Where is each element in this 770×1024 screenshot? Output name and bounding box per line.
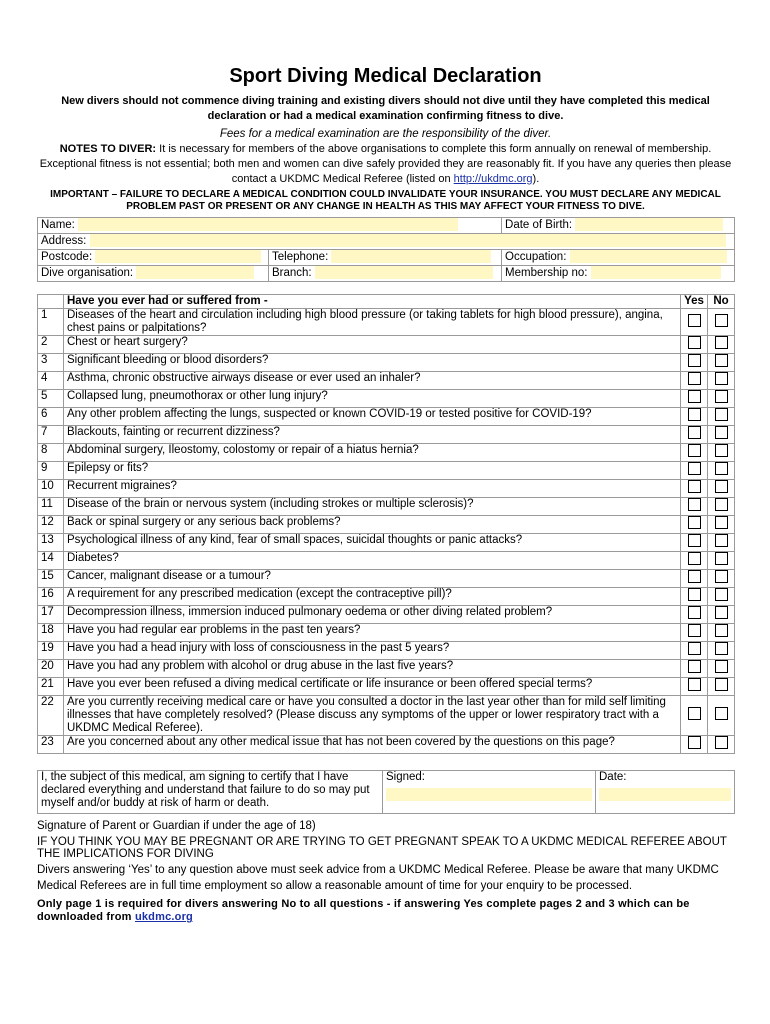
name-cell xyxy=(38,218,502,234)
yes-cell xyxy=(681,606,708,624)
name-label: Name: xyxy=(41,219,75,231)
yes-checkbox[interactable] xyxy=(688,678,701,691)
certify-cell: I, the subject of this medical, am signing to certify that I have declared everything and understand that failure to do so may put myself and/or buddy at risk of harm or death. xyxy=(38,771,383,814)
yes-checkbox[interactable] xyxy=(688,336,701,349)
telephone-input[interactable] xyxy=(331,250,491,263)
no-cell xyxy=(708,624,735,642)
membership-cell xyxy=(502,266,735,282)
yes-checkbox[interactable] xyxy=(688,588,701,601)
question-row xyxy=(38,462,735,480)
yes-checkbox[interactable] xyxy=(688,534,701,547)
question-text: Asthma, chronic obstructive airways disease or ever used an inhaler? xyxy=(64,372,681,390)
yes-cell xyxy=(681,336,708,354)
medical-questions-table xyxy=(37,294,735,754)
pregnancy-warning: IF YOU THINK YOU MAY BE PREGNANT OR ARE TRYING TO GET PREGNANT SPEAK TO A UKDMC MEDICAL REFEREE ABOUT THE IMPLICATIONS FOR DIVING xyxy=(37,836,727,860)
ukdmc-link[interactable]: http://ukdmc.org xyxy=(453,173,533,185)
postcode-input[interactable] xyxy=(95,250,261,263)
question-number: 9 xyxy=(38,462,64,480)
yes-cell xyxy=(681,642,708,660)
yes-cell xyxy=(681,516,708,534)
medical-declaration-form xyxy=(37,0,734,924)
yes-checkbox[interactable] xyxy=(688,408,701,421)
question-number: 21 xyxy=(38,678,64,696)
address-cell xyxy=(38,234,735,250)
no-checkbox[interactable] xyxy=(715,498,728,511)
yes-cell xyxy=(681,534,708,552)
dob-label: Date of Birth: xyxy=(505,219,573,231)
question-row xyxy=(38,426,735,444)
telephone-label: Telephone: xyxy=(272,251,329,263)
question-row xyxy=(38,498,735,516)
no-checkbox[interactable] xyxy=(715,570,728,583)
question-row xyxy=(38,390,735,408)
occupation-input[interactable] xyxy=(570,250,727,263)
no-cell xyxy=(708,354,735,372)
no-cell xyxy=(708,309,735,336)
question-text: Back or spinal surgery or any serious back problems? xyxy=(64,516,681,534)
no-cell xyxy=(708,444,735,462)
questions-header: Have you ever had or suffered from - xyxy=(64,295,681,309)
question-number: 17 xyxy=(38,606,64,624)
question-number: 18 xyxy=(38,624,64,642)
yes-checkbox[interactable] xyxy=(688,390,701,403)
dive-organisation-cell xyxy=(38,266,269,282)
question-text: Decompression illness, immersion induced pulmonary oedema or other diving related problem? xyxy=(64,606,681,624)
question-text: Collapsed lung, pneumothorax or other lung injury? xyxy=(64,390,681,408)
question-row xyxy=(38,696,735,736)
question-row xyxy=(38,372,735,390)
no-cell xyxy=(708,516,735,534)
yes-cell xyxy=(681,498,708,516)
dob-input[interactable] xyxy=(575,218,723,231)
no-cell xyxy=(708,606,735,624)
question-text: Blackouts, fainting or recurrent dizziness? xyxy=(64,426,681,444)
date-cell xyxy=(596,771,735,814)
no-cell xyxy=(708,498,735,516)
no-checkbox[interactable] xyxy=(715,314,728,327)
no-cell xyxy=(708,678,735,696)
question-row xyxy=(38,309,735,336)
yes-header: Yes xyxy=(681,295,708,309)
question-text: Have you had a head injury with loss of consciousness in the past 5 years? xyxy=(64,642,681,660)
yes-cell xyxy=(681,426,708,444)
signature-input[interactable] xyxy=(386,788,592,801)
question-text: Diabetes? xyxy=(64,552,681,570)
yes-cell xyxy=(681,552,708,570)
question-row xyxy=(38,570,735,588)
telephone-cell xyxy=(269,250,502,266)
question-text: Recurrent migraines? xyxy=(64,480,681,498)
yes-cell xyxy=(681,309,708,336)
signed-cell xyxy=(383,771,596,814)
yes-checkbox[interactable] xyxy=(688,570,701,583)
yes-checkbox[interactable] xyxy=(688,606,701,619)
question-text: Have you had any problem with alcohol or drug abuse in the last five years? xyxy=(64,660,681,678)
question-number: 14 xyxy=(38,552,64,570)
membership-label: Membership no: xyxy=(505,267,588,279)
membership-input[interactable] xyxy=(591,266,721,279)
yes-cell xyxy=(681,462,708,480)
question-text: Disease of the brain or nervous system (including strokes or multiple sclerosis)? xyxy=(64,498,681,516)
no-checkbox[interactable] xyxy=(715,336,728,349)
yes-cell xyxy=(681,480,708,498)
branch-label: Branch: xyxy=(272,267,312,279)
no-cell xyxy=(708,552,735,570)
no-checkbox[interactable] xyxy=(715,534,728,547)
no-cell xyxy=(708,336,735,354)
yes-cell xyxy=(681,570,708,588)
no-checkbox[interactable] xyxy=(715,606,728,619)
question-text: Are you currently receiving medical care or have you consulted a doctor in the last year other than for mild self limiting illnesses that have completely resolved? (Please discuss any symptoms of the upper or lower respiratory tract with a UKDMC Medical Referee). xyxy=(64,696,681,736)
no-checkbox[interactable] xyxy=(715,660,728,673)
no-checkbox[interactable] xyxy=(715,642,728,655)
notes-text: It is necessary for members of the above organisations to complete this form annually on renewal of membership. Exceptional fitness is not essential; both men and women can dive safely provided they are reasonably fit. If you have any queries then please contact a UKDMC Medical Referee (listed on xyxy=(39,143,732,185)
yes-checkbox[interactable] xyxy=(688,372,701,385)
notes-text-end: ). xyxy=(532,173,540,185)
question-row xyxy=(38,642,735,660)
dive-organisation-input[interactable] xyxy=(136,266,254,279)
question-row xyxy=(38,588,735,606)
yes-checkbox[interactable] xyxy=(688,444,701,457)
no-checkbox[interactable] xyxy=(715,426,728,439)
question-text: Epilepsy or fits? xyxy=(64,462,681,480)
no-checkbox[interactable] xyxy=(715,736,728,749)
no-checkbox[interactable] xyxy=(715,462,728,475)
no-checkbox[interactable] xyxy=(715,678,728,691)
intro-warning: New divers should not commence diving training and existing divers should not dive until they have completed this medical declaration or had a medical examination confirming fitness to dive. xyxy=(61,95,710,122)
yes-cell xyxy=(681,696,708,736)
no-cell xyxy=(708,390,735,408)
occupation-label: Occupation: xyxy=(505,251,567,263)
no-cell xyxy=(708,696,735,736)
yes-checkbox[interactable] xyxy=(688,736,701,749)
question-number: 8 xyxy=(38,444,64,462)
signed-label: Signed: xyxy=(386,771,426,783)
yes-checkbox[interactable] xyxy=(688,462,701,475)
postcode-cell xyxy=(38,250,269,266)
personal-details-table xyxy=(37,217,735,282)
question-number: 5 xyxy=(38,390,64,408)
yes-checkbox[interactable] xyxy=(688,552,701,565)
question-row xyxy=(38,534,735,552)
no-cell xyxy=(708,642,735,660)
question-row xyxy=(38,736,735,754)
page-requirement-note xyxy=(37,898,734,924)
question-number: 4 xyxy=(38,372,64,390)
yes-checkbox[interactable] xyxy=(688,498,701,511)
fees-note: Fees for a medical examination are the responsibility of the diver. xyxy=(219,128,552,140)
question-row xyxy=(38,660,735,678)
yes-checkbox[interactable] xyxy=(688,426,701,439)
no-cell xyxy=(708,736,735,754)
no-checkbox[interactable] xyxy=(715,408,728,421)
question-number: 19 xyxy=(38,642,64,660)
notes-label: NOTES TO DIVER: xyxy=(59,143,157,155)
date-label: Date: xyxy=(599,771,627,783)
yes-cell xyxy=(681,372,708,390)
question-number: 7 xyxy=(38,426,64,444)
yes-cell xyxy=(681,678,708,696)
address-input[interactable] xyxy=(90,234,726,247)
question-number: 22 xyxy=(38,696,64,736)
question-number: 23 xyxy=(38,736,64,754)
no-cell xyxy=(708,426,735,444)
question-number: 2 xyxy=(38,336,64,354)
question-number: 15 xyxy=(38,570,64,588)
no-cell xyxy=(708,570,735,588)
question-text: Significant bleeding or blood disorders? xyxy=(64,354,681,372)
number-header xyxy=(38,295,64,309)
question-row xyxy=(38,354,735,372)
postcode-label: Postcode: xyxy=(41,251,93,263)
question-text: Have you ever been refused a diving medical certificate or life insurance or been offered special terms? xyxy=(64,678,681,696)
question-text: Are you concerned about any other medical issue that has not been covered by the questions on this page? xyxy=(64,736,681,754)
question-number: 10 xyxy=(38,480,64,498)
no-checkbox[interactable] xyxy=(715,444,728,457)
page-requirement-text: Only page 1 is required for divers answering No to all questions - if answering Yes complete pages 2 and 3 which can be downloaded from xyxy=(37,898,690,923)
important-notice: IMPORTANT – FAILURE TO DECLARE A MEDICAL CONDITION COULD INVALIDATE YOUR INSURANCE. YOU MUST DECLARE ANY MEDICAL PROBLEM PAST OR PRESENT OR ANY CHANGE IN HEALTH AS THIS MAY AFFECT YOUR FITNESS TO DIVE. xyxy=(50,189,721,212)
question-text: Diseases of the heart and circulation including high blood pressure (or taking tablets for high blood pressure), angina, chest pains or palpitations? xyxy=(64,309,681,336)
question-number: 11 xyxy=(38,498,64,516)
yes-checkbox[interactable] xyxy=(688,516,701,529)
yes-cell xyxy=(681,354,708,372)
form-title: Sport Diving Medical Declaration xyxy=(229,65,542,87)
occupation-cell xyxy=(502,250,735,266)
name-input[interactable] xyxy=(78,218,458,231)
branch-input[interactable] xyxy=(315,266,493,279)
no-cell xyxy=(708,408,735,426)
date-input[interactable] xyxy=(599,788,731,801)
yes-cell xyxy=(681,444,708,462)
question-row xyxy=(38,624,735,642)
question-row xyxy=(38,480,735,498)
branch-cell xyxy=(269,266,502,282)
question-number: 3 xyxy=(38,354,64,372)
question-text: A requirement for any prescribed medication (except the contraceptive pill)? xyxy=(64,588,681,606)
yes-cell xyxy=(681,660,708,678)
yes-checkbox[interactable] xyxy=(688,314,701,327)
question-number: 1 xyxy=(38,309,64,336)
question-text: Have you had regular ear problems in the past ten years? xyxy=(64,624,681,642)
question-row xyxy=(38,444,735,462)
question-text: Psychological illness of any kind, fear of small spaces, suicidal thoughts or panic attacks? xyxy=(64,534,681,552)
address-label: Address: xyxy=(41,235,87,247)
question-number: 16 xyxy=(38,588,64,606)
no-cell xyxy=(708,480,735,498)
question-number: 12 xyxy=(38,516,64,534)
yes-checkbox[interactable] xyxy=(688,624,701,637)
question-row xyxy=(38,408,735,426)
no-checkbox[interactable] xyxy=(715,552,728,565)
yes-checkbox[interactable] xyxy=(688,480,701,493)
question-row xyxy=(38,552,735,570)
no-header: No xyxy=(708,295,735,309)
yes-cell xyxy=(681,588,708,606)
no-cell xyxy=(708,372,735,390)
no-checkbox[interactable] xyxy=(715,354,728,367)
no-checkbox[interactable] xyxy=(715,588,728,601)
download-link[interactable]: ukdmc.org xyxy=(134,911,193,923)
no-checkbox[interactable] xyxy=(715,372,728,385)
no-checkbox[interactable] xyxy=(715,480,728,493)
question-number: 6 xyxy=(38,408,64,426)
no-checkbox[interactable] xyxy=(715,390,728,403)
dob-cell xyxy=(502,218,735,234)
question-text: Any other problem affecting the lungs, suspected or known COVID-19 or tested positive for COVID-19? xyxy=(64,408,681,426)
yes-cell xyxy=(681,390,708,408)
yes-checkbox[interactable] xyxy=(688,354,701,367)
dive-organisation-label: Dive organisation: xyxy=(41,267,134,279)
yes-checkbox[interactable] xyxy=(688,642,701,655)
no-cell xyxy=(708,534,735,552)
notes-to-diver xyxy=(37,142,734,187)
yes-cell xyxy=(681,624,708,642)
parent-signature-note: Signature of Parent or Guardian if under the age of 18) xyxy=(37,820,316,832)
no-checkbox[interactable] xyxy=(715,516,728,529)
no-checkbox[interactable] xyxy=(715,624,728,637)
question-row xyxy=(38,516,735,534)
question-text: Cancer, malignant disease or a tumour? xyxy=(64,570,681,588)
yes-checkbox[interactable] xyxy=(688,660,701,673)
signature-table xyxy=(37,770,735,814)
question-number: 13 xyxy=(38,534,64,552)
yes-answer-advice: Divers answering ‘Yes’ to any question above must seek advice from a UKDMC Medical Referee. Please be aware that many UKDMC Medical Referees are in full time employment so allow a reasonable amount of time for your enquiry to be processed. xyxy=(37,864,719,892)
yes-cell xyxy=(681,408,708,426)
no-cell xyxy=(708,660,735,678)
yes-checkbox[interactable] xyxy=(688,707,701,720)
question-row xyxy=(38,606,735,624)
yes-cell xyxy=(681,736,708,754)
question-row xyxy=(38,678,735,696)
question-row xyxy=(38,336,735,354)
question-number: 20 xyxy=(38,660,64,678)
no-checkbox[interactable] xyxy=(715,707,728,720)
no-cell xyxy=(708,588,735,606)
question-text: Chest or heart surgery? xyxy=(64,336,681,354)
no-cell xyxy=(708,462,735,480)
question-text: Abdominal surgery, Ileostomy, colostomy or repair of a hiatus hernia? xyxy=(64,444,681,462)
